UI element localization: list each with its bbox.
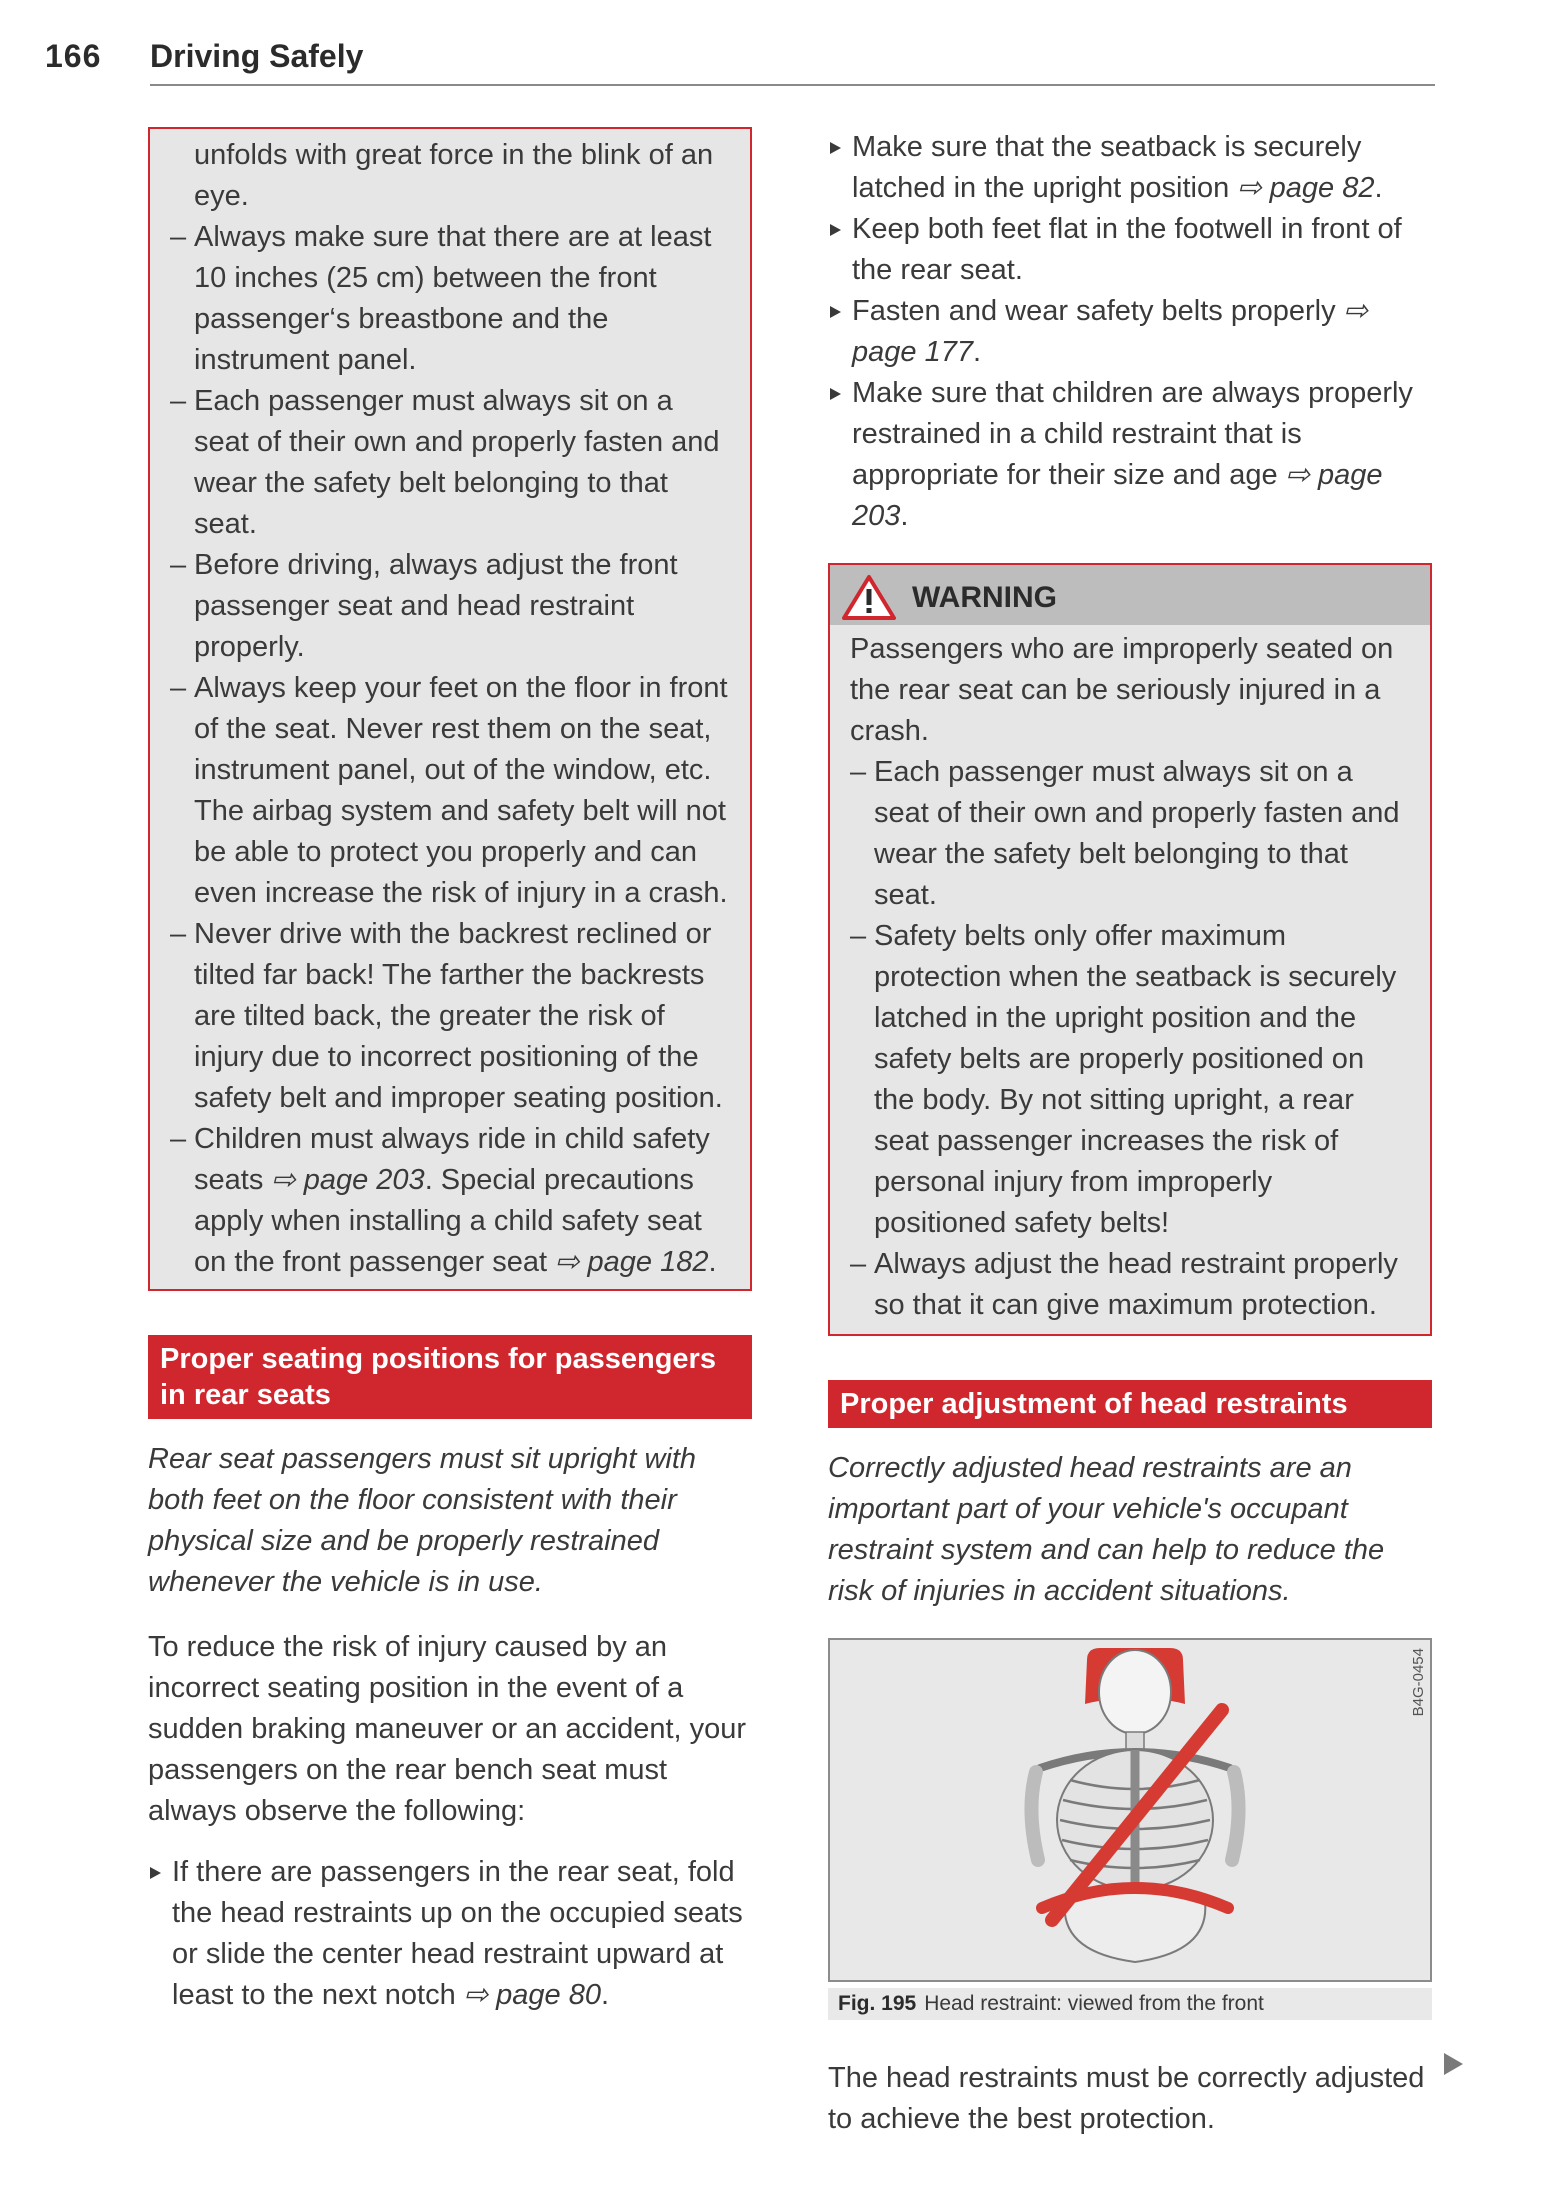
warning-body — [830, 625, 1430, 1334]
section-intro: Correctly adjusted head restraints are an important part of your vehicle's occupant restraint system and can help to reduce the risk of injuries in accident situations. — [828, 1452, 1385, 1607]
caution-box-continued — [148, 127, 752, 1291]
page-ref-link[interactable]: ⇨ page 80 — [463, 1979, 601, 2011]
warning-triangle-icon — [842, 574, 896, 620]
box-item: – Never drive with the backrest reclined or tilted far back! The farther the backrests are tilted back, the greater the risk of injury due to incorrect positioning of the safety belt and improper seating position. — [170, 914, 728, 1119]
left-column — [148, 127, 752, 2016]
header-rule — [150, 84, 1435, 86]
warning-intro: Passengers who are improperly seated on the rear seat can be seriously injured in a crash. — [850, 633, 1394, 747]
page-ref-link[interactable]: ⇨ page 182 — [555, 1246, 709, 1278]
instruction-item: Fasten and wear safety belts properly ⇨ page 177. — [828, 291, 1432, 373]
page-ref-link[interactable]: ⇨ page 82 — [1237, 172, 1375, 204]
box-continuation-text: unfolds with great force in the blink of an eye. — [194, 139, 714, 212]
box-item: – Children must always ride in child safety seats ⇨ page 203. Special precautions apply when installing a child safety seat on the front passenger seat ⇨ page 182. — [170, 1119, 728, 1283]
figure-label: Fig. 195 — [838, 1992, 917, 2015]
bullet-arrow-icon — [830, 306, 841, 318]
box-item: – Each passenger must always sit on a seat of their own and properly fasten and wear the safety belt belonging to that seat. — [170, 381, 728, 545]
figure-caption-text: Head restraint: viewed from the front — [924, 1992, 1264, 2015]
instruction-item: If there are passengers in the rear seat, fold the head restraints up on the occupied seats or slide the center head restraint upward at least to the next notch ⇨ page 80. — [148, 1852, 752, 2016]
warning-item: – Always adjust the head restraint properly so that it can give maximum protection. — [850, 1244, 1410, 1326]
warning-item: – Each passenger must always sit on a seat of their own and properly fasten and wear the safety belt belonging to that seat. — [850, 752, 1410, 916]
figure-caption — [828, 1988, 1432, 2020]
instruction-list — [148, 1852, 752, 2016]
bullet-arrow-icon — [830, 388, 841, 400]
instruction-item: Make sure that children are always properly restrained in a child restraint that is appropriate for their size and age ⇨ page 203. — [828, 373, 1432, 537]
box-item: – Always keep your feet on the floor in front of the seat. Never rest them on the seat, instrument panel, out of the window, etc. The airbag system and safety belt will not be able to protect you properly and can even increase the risk of injury in a crash. — [170, 668, 728, 914]
section-heading-head-restraints: Proper adjustment of head restraints — [828, 1380, 1432, 1428]
closing-paragraph: The head restraints must be correctly adjusted to achieve the best protection. — [828, 2062, 1425, 2135]
page-ref-link[interactable]: ⇨ page 177 — [852, 295, 1368, 368]
page-number: 166 — [45, 38, 102, 74]
instruction-item: Keep both feet flat in the footwell in front of the rear seat. — [828, 209, 1432, 291]
body-paragraph: To reduce the risk of injury caused by an incorrect seating position in the event of a sudden braking maneuver or an accident, your passengers on the rear bench seat must always observe the following: — [148, 1631, 747, 1827]
bullet-arrow-icon — [830, 224, 841, 236]
instruction-list — [828, 127, 1432, 537]
section-heading-rear-seats: Proper seating positions for passengers in rear seats — [148, 1335, 752, 1419]
page-ref-link[interactable]: ⇨ page 203 — [852, 459, 1383, 532]
page-header — [45, 38, 1435, 88]
warning-item-list — [850, 752, 1410, 1326]
section-intro: Rear seat passengers must sit upright with both feet on the floor consistent with their physical size and be properly restrained whenever the vehicle is in use. — [148, 1443, 697, 1598]
bullet-arrow-icon — [830, 142, 841, 154]
box-item: – Always make sure that there are at least 10 inches (25 cm) between the front passenger‘s breastbone and the instrument panel. — [170, 217, 728, 381]
continue-arrow-icon — [1444, 2053, 1463, 2075]
box-item: – Before driving, always adjust the front passenger seat and head restraint properly. — [170, 545, 728, 668]
figure-head-restraint — [828, 1638, 1432, 1982]
instruction-item: Make sure that the seatback is securely latched in the upright position ⇨ page 82. — [828, 127, 1432, 209]
warning-item: – Safety belts only offer maximum protection when the seatback is securely latched in the upright position and the safety belts are properly positioned on the body. By not sitting upright, a rear seat passenger increases the risk of personal injury from improperly positioned safety belts! — [850, 916, 1410, 1244]
skeleton-illustration — [830, 1640, 1430, 1980]
warning-header — [830, 565, 1430, 625]
figure-code: B4G-0454 — [1410, 1648, 1427, 1717]
page-ref-link[interactable]: ⇨ page 203 — [271, 1164, 425, 1196]
box-item-list — [170, 217, 728, 1283]
warning-box — [828, 563, 1432, 1336]
warning-label: WARNING — [912, 581, 1057, 614]
page-title: Driving Safely — [150, 38, 364, 74]
bullet-arrow-icon — [150, 1867, 161, 1879]
right-column — [828, 127, 1432, 2140]
